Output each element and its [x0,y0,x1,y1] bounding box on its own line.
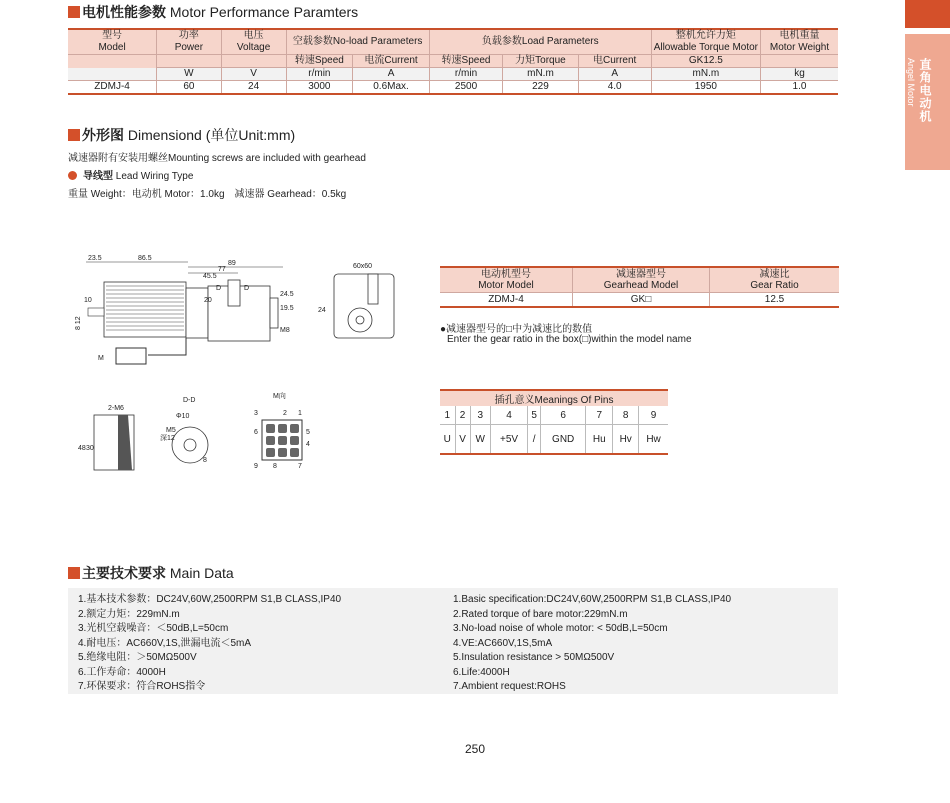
pin-label-2: 2 [283,410,287,417]
sidebar-label-en: Angel Motor [906,58,916,107]
dim-10: 10 [84,297,92,304]
pin-label-4: 4 [306,441,310,448]
pin-label-7: 7 [298,463,302,470]
section-square-icon [68,129,80,141]
dim-24: 24 [318,307,326,314]
perf-section-title: 电机性能参数 Motor Performance Paramters [68,2,358,22]
dim-M: M [98,355,104,362]
dim-M5: M5 [166,427,176,434]
dim-48: 48 [78,445,86,452]
dim-D: D [216,285,222,292]
section-square-icon [68,567,80,579]
dim-M8: M8 [280,327,290,334]
gear-note-en: Enter the gear ratio in the box(□)within the model name [447,334,692,345]
dim-19-5: 19.5 [280,305,294,312]
sidebar-category-tab[interactable] [905,34,950,170]
technical-drawing [68,250,438,480]
pin-label-3: 3 [254,410,258,417]
dim-45-5: 45.5 [203,273,217,280]
weight-line: 重量 Weight：电动机 Motor：1.0kg 减速器 Gearhead：0.5kg [68,189,347,200]
gear-note-cn: ●减速器型号的□中为减速比的数值 [440,324,593,335]
pin-label-9: 9 [254,463,258,470]
dim-60x60: 60x60 [353,263,373,270]
dim-24-5: 24.5 [280,291,294,298]
dim-86-5: 86.5 [138,255,152,262]
dim-2-M6: 2-M6 [108,405,124,412]
dim-phi10: Φ10 [176,413,190,420]
pins-table: 插孔意义Meanings Of Pins 1 2 3 4 5 6 7 8 9 U V W +5V / GND Hu Hv Hw [440,389,668,455]
main-data-right: 1.Basic specification:DC24V,60W,2500RPM S1,B CLASS,IP40 2.Rated torque of bare motor:229mN.m 3.No-load noise of whole motor: < 50dB,L=50cm 4.VE:AC660V,1S,5mA 5.Insulation resistance > 50MΩ500V 6.Life:4000H 7.Ambient request:ROHS [453,594,732,692]
main-data-title: 主要技术要求 Main Data [68,563,234,583]
pin-label-8: 8 [273,463,277,470]
mounting-note: 减速器附有安装用螺丝Mounting screws are included with gearhead [68,153,366,164]
sidebar-label-cn: 直角电动机 [918,58,932,123]
main-data-box [68,588,838,694]
gear-model-table: 电动机型号 Motor Model 减速器型号 Gearhead Model 减速比 Gear Ratio ZDMJ-4 GK□ 12.5 [440,266,839,308]
dim-89: 89 [228,260,236,267]
dim-8-12: 8 12 [75,316,82,330]
section-square-icon [68,6,80,18]
dim-D2: D [244,285,250,292]
dim-D-D: D-D [183,397,196,404]
main-data-left: 1.基本技术参数：DC24V,60W,2500RPM S1,B CLASS,IP40 2.额定力矩：229mN.m 3.光机空载噪音：＜50dB,L=50cm 4.耐电压：AC660V,1S,泄漏电流＜5mA 5.绝缘电阻：＞50MΩ500V 6.工作寿命：4000H 7.环保要求：符合ROHS指令 [78,594,342,692]
performance-table: 型号 Model 功率 Power 电压 Voltage 空载参数No-load Parameters 负载参数Load Parameters 整机允许力矩 Allowable Torque Motor 电机重量 Motor Weight 转速Speed 电流Current 转速Speed 力矩Torque 电Current GK12.5 W V r/min A r/min mN.m A mN.m kg ZDMJ-4 60 24 3000 0.6Max. 2500 229 4.0 1950 1.0 [68,28,838,95]
pin-label-6: 6 [254,429,258,436]
table-row: ZDMJ-4 GK□ 12.5 [440,293,839,308]
dim-M-dir: M向 [273,393,286,400]
pin-label-1: 1 [298,410,302,417]
dimension-section-title: 外形图 Dimensiond (单位Unit:mm) [68,125,295,145]
sidebar-accent-block [905,0,950,28]
dim-23-5: 23.5 [88,255,102,262]
dim-20: 20 [204,297,212,304]
dim-8: 8 [203,457,207,464]
pin-label-5: 5 [306,429,310,436]
wiring-type: 导线型 Lead Wiring Type [68,167,193,182]
dim-77: 77 [218,266,226,273]
table-row: ZDMJ-4 60 24 3000 0.6Max. 2500 229 4.0 1950 1.0 [68,81,838,95]
dim-30: 30 [86,445,94,452]
page-number: 250 [465,742,486,756]
dim-deep12: 深12 [160,435,175,442]
bullet-icon [68,171,77,180]
